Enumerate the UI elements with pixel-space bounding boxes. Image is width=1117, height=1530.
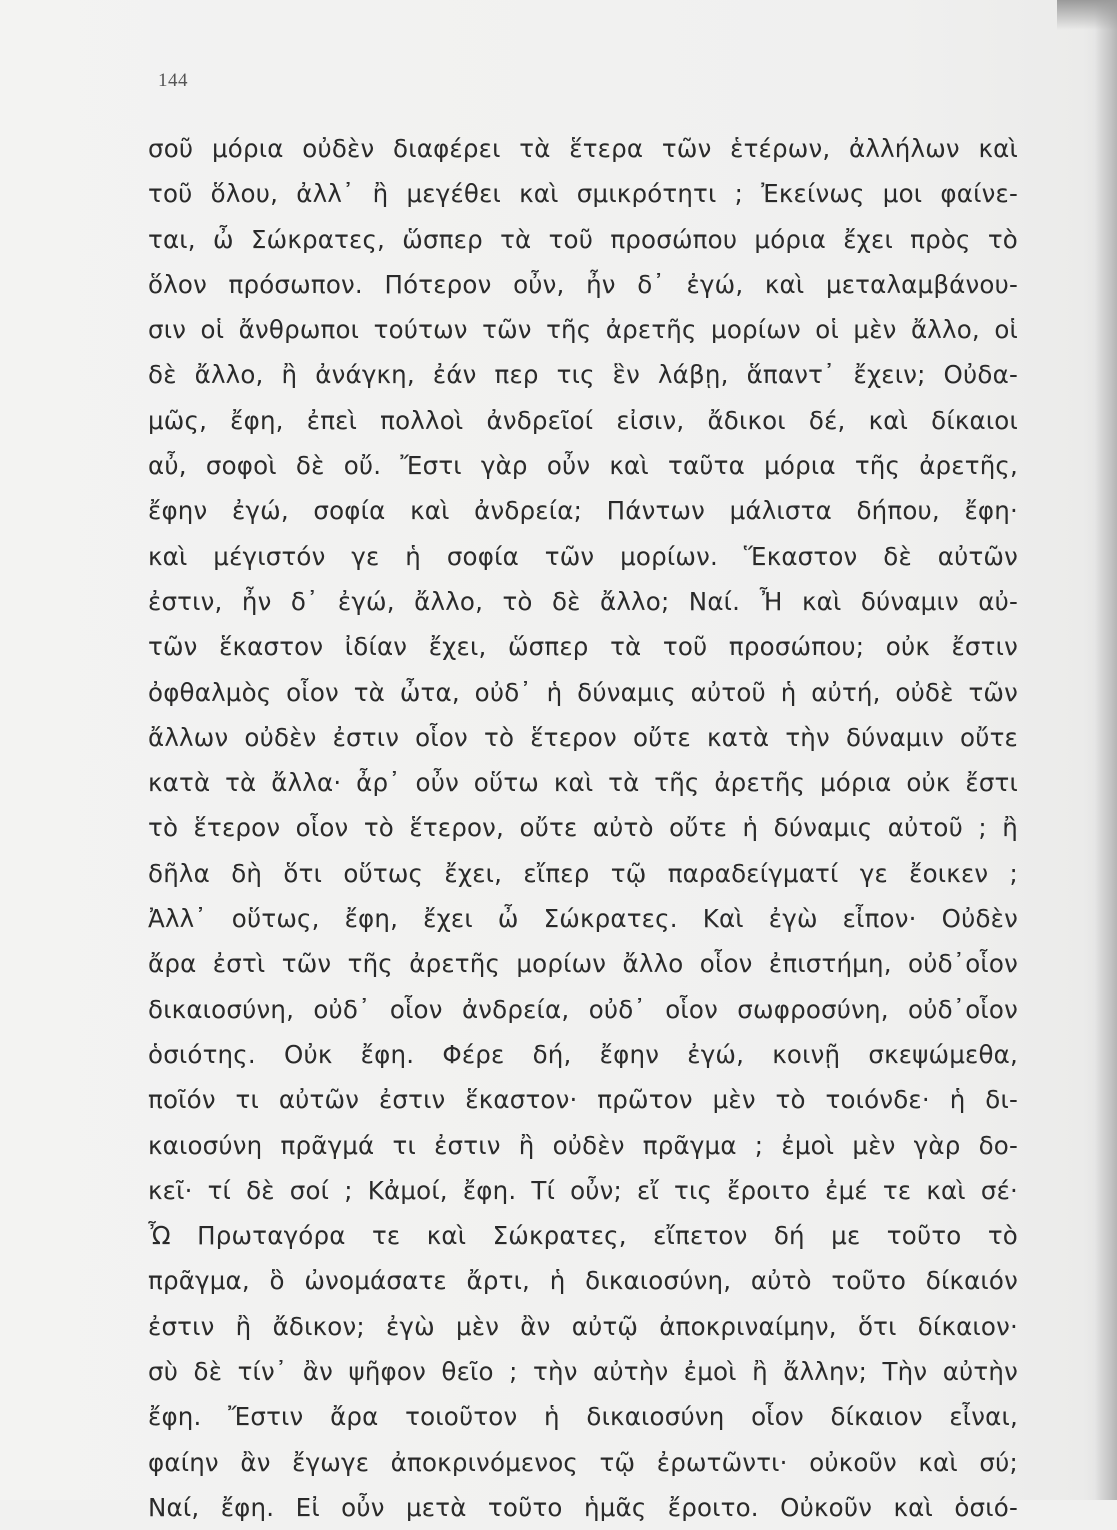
text-line: δὲ ἄλλο, ἢ ἀνάγκη, ἐάν περ τις ἓν λάβῃ, ἅπαντ᾽ ἔχειν; Οὐδα- — [148, 360, 1018, 390]
text-line: τὸ ἕτερον οἷον τὸ ἕτερον, οὔτε αὐτὸ οὔτε ἡ δύναμις αὐτοῦ ; ἢ — [148, 813, 1018, 843]
text-line: σιν οἱ ἄνθρωποι τούτων τῶν τῆς ἀρετῆς μορίων οἱ μὲν ἄλλο, οἱ — [148, 315, 1018, 345]
text-line: τῶν ἕκαστον ἰδίαν ἔχει, ὥσπερ τὰ τοῦ προσώπου; οὐκ ἔστιν — [148, 632, 1018, 662]
text-line: πρᾶγμα, ὃ ὠνομάσατε ἄρτι, ἡ δικαιοσύνη, αὐτὸ τοῦτο δίκαιόν — [148, 1266, 1018, 1296]
text-line: φαίην ἂν ἔγωγε ἀποκρινόμενος τῷ ἐρωτῶντι· οὐκοῦν καὶ σύ; — [148, 1447, 1018, 1477]
text-line: κεῖ· τί δὲ σοί ; Κἀμοί, ἔφη. Τί οὖν; εἴ τις ἔροιτο ἐμέ τε καὶ σέ· — [148, 1175, 1018, 1205]
text-line: Ναί, ἔφη. Εἰ οὖν μετὰ τοῦτο ἡμᾶς ἔροιτο. Οὐκοῦν καὶ ὁσιό- — [148, 1492, 1018, 1522]
page-number: 144 — [158, 70, 188, 91]
text-line: ἔφη. Ἔστιν ἄρα τοιοῦτον ἡ δικαιοσύνη οἷον δίκαιον εἶναι, — [148, 1402, 1018, 1432]
text-line: ποῖόν τι αὐτῶν ἐστιν ἕκαστον· πρῶτον μὲν τὸ τοιόνδε· ἡ δι- — [148, 1085, 1018, 1115]
text-line: σοῦ μόρια οὐδὲν διαφέρει τὰ ἕτερα τῶν ἑτέρων, ἀλλήλων καὶ — [148, 134, 1018, 163]
text-line: ἐστιν ἢ ἄδικον; ἐγὼ μὲν ἂν αὐτῷ ἀποκριναίμην, ὅτι δίκαιον· — [148, 1311, 1018, 1341]
page-corner-shadow — [1057, 0, 1117, 30]
text-line: ἐστιν, ἦν δ᾽ ἐγώ, ἄλλο, τὸ δὲ ἄλλο; Ναί. Ἦ καὶ δύναμιν αὐ- — [148, 586, 1018, 616]
text-line: ὅλον πρόσωπον. Πότερον οὖν, ἦν δ᾽ ἐγώ, καὶ μεταλαμβάνου- — [148, 269, 1018, 299]
body-text — [148, 126, 1018, 1530]
text-line: Ἀλλ᾽ οὕτως, ἔφη, ἔχει ὦ Σώκρατες. Καὶ ἐγὼ εἶπον· Οὐδὲν — [148, 904, 1018, 934]
text-line: ἔφην ἐγώ, σοφία καὶ ἀνδρεία; Πάντων μάλιστα δήπου, ἔφη· — [148, 496, 1018, 526]
text-line: δικαιοσύνη, οὐδ᾽ οἷον ἀνδρεία, οὐδ᾽ οἷον σωφροσύνη, οὐδ᾽οἷον — [148, 994, 1018, 1024]
text-line: κατὰ τὰ ἄλλα· ἆρ᾽ οὖν οὕτω καὶ τὰ τῆς ἀρετῆς μόρια οὐκ ἔστι — [148, 768, 1018, 798]
text-line: δῆλα δὴ ὅτι οὕτως ἔχει, εἴπερ τῷ παραδείγματί γε ἔοικεν ; — [148, 858, 1018, 888]
text-line: ὁσιότης. Οὐκ ἔφη. Φέρε δή, ἔφην ἐγώ, κοινῇ σκεψώμεθα, — [148, 1039, 1018, 1069]
text-line: ἄλλων οὐδὲν ἐστιν οἷον τὸ ἕτερον οὔτε κατὰ τὴν δύναμιν οὔτε — [148, 722, 1018, 752]
text-line: ται, ὦ Σώκρατες, ὥσπερ τὰ τοῦ προσώπου μόρια ἔχει πρὸς τὸ — [148, 224, 1018, 254]
text-line: αὖ, σοφοὶ δὲ οὔ. Ἔστι γὰρ οὖν καὶ ταῦτα μόρια τῆς ἀρετῆς, — [148, 451, 1018, 481]
text-line: καὶ μέγιστόν γε ἡ σοφία τῶν μορίων. Ἕκαστον δὲ αὐτῶν — [148, 541, 1018, 571]
text-line: ἄρα ἐστὶ τῶν τῆς ἀρετῆς μορίων ἄλλο οἷον ἐπιστήμη, οὐδ᾽οἷον — [148, 949, 1018, 979]
text-line: καιοσύνη πρᾶγμά τι ἐστιν ἢ οὐδὲν πρᾶγμα ; ἐμοὶ μὲν γὰρ δο- — [148, 1130, 1018, 1160]
text-line: σὺ δὲ τίν᾽ ἂν ψῆφον θεῖο ; τὴν αὐτὴν ἐμοὶ ἢ ἄλλην; Τὴν αὐτὴν — [148, 1357, 1018, 1387]
page-edge-shadow — [1095, 0, 1117, 1500]
text-line: τοῦ ὅλου, ἀλλ᾽ ἢ μεγέθει καὶ σμικρότητι ; Ἐκείνως μοι φαίνε- — [148, 179, 1018, 209]
text-line: Ὦ Πρωταγόρα τε καὶ Σώκρατες, εἴπετον δή με τοῦτο τὸ — [148, 1221, 1018, 1251]
text-line: μῶς, ἔφη, ἐπεὶ πολλοὶ ἀνδρεῖοί εἰσιν, ἄδικοι δέ, καὶ δίκαιοι — [148, 405, 1018, 435]
text-line: ὀφθαλμὸς οἷον τὰ ὦτα, οὐδ᾽ ἡ δύναμις αὐτοῦ ἡ αὐτή, οὐδὲ τῶν — [148, 677, 1018, 707]
